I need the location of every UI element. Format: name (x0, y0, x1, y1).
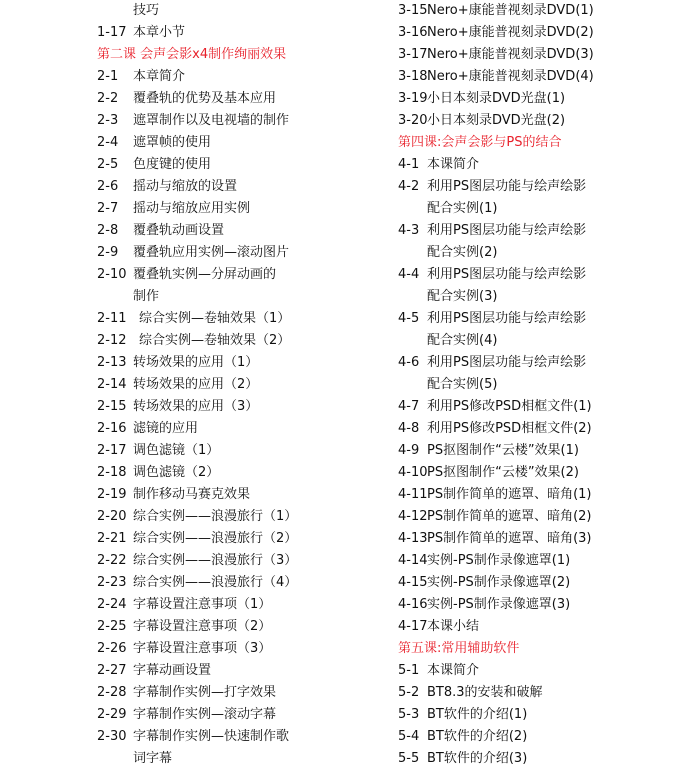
entry-title: BT软件的介绍(3) (427, 751, 528, 766)
entry-title: 本课简介 (427, 663, 480, 678)
entry-number: 2-8 (97, 223, 119, 238)
toc-entry (398, 352, 694, 374)
toc-entry (97, 616, 387, 638)
entry-title: Nero+康能普视刻录DVD(3) (427, 47, 594, 62)
entry-title: 制作移动马赛克效果 (133, 487, 251, 502)
entry-number: 2-5 (97, 157, 119, 172)
lesson-heading: 第五课:常用辅助软件 (398, 641, 520, 656)
entry-title: 利用PS图层功能与绘声绘影 (427, 223, 587, 238)
entry-title: 转场效果的应用（1） (133, 355, 259, 370)
entry-number: 5-4 (398, 729, 420, 744)
entry-title: 转场效果的应用（2） (133, 377, 259, 392)
toc-entry (97, 154, 387, 176)
entry-number: 4-6 (398, 355, 420, 370)
toc-entry (97, 550, 387, 572)
entry-title: 字幕制作实例—滚动字幕 (133, 707, 277, 722)
entry-number: 4-1 (398, 157, 420, 172)
entry-title: 实例-PS制作录像遮罩(1) (427, 553, 571, 568)
entry-title: 覆叠轨动画设置 (133, 223, 225, 238)
toc-entry (398, 550, 694, 572)
entry-number: 3-20 (398, 113, 428, 128)
entry-number: 2-27 (97, 663, 127, 678)
toc-entry-continuation (398, 374, 694, 396)
toc-entry (398, 396, 694, 418)
entry-title: 遮罩帧的使用 (133, 135, 212, 150)
toc-entry (398, 506, 694, 528)
entry-number: 2-12 (97, 333, 127, 348)
toc-entry (97, 704, 387, 726)
lesson-heading: 第四课:会声会影与PS的结合 (398, 135, 562, 150)
entry-title: 综合实例——浪漫旅行（3） (133, 553, 298, 568)
entry-title: Nero+康能普视刻录DVD(4) (427, 69, 594, 84)
entry-number: 2-19 (97, 487, 127, 502)
entry-number: 4-3 (398, 223, 420, 238)
entry-title: PS制作简单的遮罩、暗角(1) (427, 487, 592, 502)
toc-entry (398, 22, 694, 44)
lesson-heading: 第二课 会声会影x4制作绚丽效果 (97, 47, 287, 62)
toc-entry (97, 374, 387, 396)
entry-title: 实例-PS制作录像遮罩(3) (427, 597, 571, 612)
toc-entry (398, 110, 694, 132)
entry-number: 2-21 (97, 531, 127, 546)
entry-number: 2-25 (97, 619, 127, 634)
toc-entry (398, 440, 694, 462)
entry-title: 字幕动画设置 (133, 663, 212, 678)
entry-number: 2-15 (97, 399, 127, 414)
toc-entry (398, 528, 694, 550)
entry-title: 本课简介 (427, 157, 480, 172)
entry-number: 2-18 (97, 465, 127, 480)
entry-number: 2-24 (97, 597, 127, 612)
entry-number: 4-2 (398, 179, 420, 194)
toc-entry (97, 88, 387, 110)
entry-title: 转场效果的应用（3） (133, 399, 259, 414)
toc-entry (97, 572, 387, 594)
entry-number: 3-19 (398, 91, 428, 106)
entry-number: 2-2 (97, 91, 119, 106)
entry-number: 2-13 (97, 355, 127, 370)
entry-number: 4-7 (398, 399, 420, 414)
entry-title: 配合实例(2) (427, 245, 498, 260)
toc-entry (398, 0, 694, 22)
entry-number: 4-4 (398, 267, 420, 282)
entry-title: 配合实例(3) (427, 289, 498, 304)
entry-title: PS抠图制作“云楼”效果(1) (427, 443, 579, 458)
entry-title: Nero+康能普视刻录DVD(2) (427, 25, 594, 40)
toc-right-column (398, 0, 694, 770)
entry-title: 综合实例——浪漫旅行（1） (133, 509, 298, 524)
entry-number: 3-17 (398, 47, 428, 62)
entry-title: 综合实例—卷轴效果（2） (139, 333, 291, 348)
entry-title: 覆叠轨实例—分屏动画的 (133, 267, 277, 282)
entry-number: 2-20 (97, 509, 127, 524)
entry-title: 字幕设置注意事项（3） (133, 641, 272, 656)
toc-entry (97, 462, 387, 484)
toc-entry (398, 418, 694, 440)
entry-title: 配合实例(5) (427, 377, 498, 392)
toc-entry (97, 594, 387, 616)
entry-title: 摇动与缩放的设置 (133, 179, 238, 194)
entry-title: BT软件的介绍(2) (427, 729, 528, 744)
entry-title: 综合实例——浪漫旅行（4） (133, 575, 298, 590)
entry-title: 配合实例(4) (427, 333, 498, 348)
entry-number: 2-30 (97, 729, 127, 744)
toc-entry (398, 220, 694, 242)
entry-title: 利用PS图层功能与绘声绘影 (427, 267, 587, 282)
toc-entry (398, 484, 694, 506)
entry-title: 利用PS修改PSD相框文件(1) (427, 399, 592, 414)
entry-title: 覆叠轨的优势及基本应用 (133, 91, 277, 106)
toc-entry (97, 638, 387, 660)
entry-title: 综合实例—卷轴效果（1） (139, 311, 291, 326)
toc-left-column (97, 0, 387, 770)
toc-entry (398, 88, 694, 110)
entry-number: 4-17 (398, 619, 428, 634)
entry-title: 字幕制作实例—快速制作歌 (133, 729, 290, 744)
toc-entry (97, 682, 387, 704)
toc-entry (398, 726, 694, 748)
entry-number: 4-13 (398, 531, 428, 546)
entry-title: 实例-PS制作录像遮罩(2) (427, 575, 571, 590)
toc-entry (97, 308, 387, 330)
entry-title: 字幕制作实例—打字效果 (133, 685, 277, 700)
entry-title: PS制作简单的遮罩、暗角(2) (427, 509, 592, 524)
toc-entry (97, 396, 387, 418)
toc-entry (398, 682, 694, 704)
entry-number: 5-2 (398, 685, 420, 700)
entry-title: 利用PS图层功能与绘声绘影 (427, 311, 587, 326)
entry-number: 3-18 (398, 69, 428, 84)
entry-number: 4-16 (398, 597, 428, 612)
entry-number: 2-26 (97, 641, 127, 656)
entry-number: 4-8 (398, 421, 420, 436)
entry-title: 技巧 (133, 3, 160, 18)
entry-number: 2-10 (97, 267, 127, 282)
entry-number: 2-1 (97, 69, 119, 84)
toc-entry (97, 440, 387, 462)
entry-title: 利用PS修改PSD相框文件(2) (427, 421, 592, 436)
entry-title: 遮罩制作以及电视墙的制作 (133, 113, 290, 128)
entry-title: 滤镜的应用 (133, 421, 199, 436)
toc-entry (97, 264, 387, 286)
entry-number: 5-5 (398, 751, 420, 766)
entry-title: 小日本刻录DVD光盘(1) (427, 91, 566, 106)
toc-entry (97, 198, 387, 220)
toc-entry (398, 594, 694, 616)
entry-title: 本课小结 (427, 619, 480, 634)
toc-entry (398, 660, 694, 682)
entry-number: 4-5 (398, 311, 420, 326)
toc-entry (97, 418, 387, 440)
entry-number: 2-23 (97, 575, 127, 590)
entry-number: 3-15 (398, 3, 428, 18)
toc-entry (97, 220, 387, 242)
toc-entry (97, 242, 387, 264)
entry-number: 2-29 (97, 707, 127, 722)
entry-title: 利用PS图层功能与绘声绘影 (427, 179, 587, 194)
toc-entry (97, 506, 387, 528)
toc-entry (398, 154, 694, 176)
entry-number: 2-3 (97, 113, 119, 128)
entry-number: 4-14 (398, 553, 428, 568)
toc-entry (398, 66, 694, 88)
entry-title: 词字幕 (133, 751, 173, 766)
toc-entry-continuation (398, 330, 694, 352)
toc-entry (97, 484, 387, 506)
entry-number: 2-6 (97, 179, 119, 194)
entry-number: 2-9 (97, 245, 119, 260)
entry-number: 4-12 (398, 509, 428, 524)
entry-number: 4-9 (398, 443, 420, 458)
entry-number: 2-17 (97, 443, 127, 458)
entry-title: BT软件的介绍(1) (427, 707, 528, 722)
entry-number: 4-11 (398, 487, 428, 502)
toc-entry (398, 176, 694, 198)
entry-title: 色度键的使用 (133, 157, 212, 172)
toc-entry-continuation (97, 286, 387, 308)
entry-number: 5-3 (398, 707, 420, 722)
entry-number: 2-22 (97, 553, 127, 568)
entry-title: 摇动与缩放应用实例 (133, 201, 251, 216)
entry-title: 制作 (133, 289, 160, 304)
entry-number: 2-14 (97, 377, 127, 392)
entry-title: 本章小节 (133, 25, 186, 40)
toc-entry (97, 110, 387, 132)
entry-number: 2-11 (97, 311, 127, 326)
toc-entry (398, 264, 694, 286)
toc-entry-continuation (97, 748, 387, 770)
toc-entry-continuation (398, 286, 694, 308)
entry-number: 5-1 (398, 663, 420, 678)
toc-entry (97, 132, 387, 154)
entry-title: 调色滤镜（1） (133, 443, 220, 458)
entry-number: 4-10 (398, 465, 428, 480)
entry-number: 2-7 (97, 201, 119, 216)
toc-entry (97, 528, 387, 550)
entry-number: 1-17 (97, 25, 127, 40)
toc-entry (398, 572, 694, 594)
toc-entry (97, 330, 387, 352)
entry-number: 2-16 (97, 421, 127, 436)
entry-title: 综合实例——浪漫旅行（2） (133, 531, 298, 546)
entry-title: 小日本刻录DVD光盘(2) (427, 113, 566, 128)
entry-title: 利用PS图层功能与绘声绘影 (427, 355, 587, 370)
entry-title: 字幕设置注意事项（2） (133, 619, 272, 634)
toc-entry (398, 462, 694, 484)
entry-number: 2-4 (97, 135, 119, 150)
entry-title: 字幕设置注意事项（1） (133, 597, 272, 612)
toc-entry-continuation (398, 242, 694, 264)
entry-title: PS制作简单的遮罩、暗角(3) (427, 531, 592, 546)
toc-entry-continuation (398, 198, 694, 220)
entry-number: 3-16 (398, 25, 428, 40)
toc-entry (97, 22, 387, 44)
entry-title: Nero+康能普视刻录DVD(1) (427, 3, 594, 18)
toc-entry (398, 44, 694, 66)
entry-title: 本章简介 (133, 69, 186, 84)
toc-entry (97, 726, 387, 748)
toc-entry (398, 308, 694, 330)
entry-title: 覆叠轨应用实例—滚动图片 (133, 245, 290, 260)
entry-title: PS抠图制作“云楼”效果(2) (427, 465, 579, 480)
entry-title: BT8.3的安装和破解 (427, 685, 543, 700)
entry-number: 2-28 (97, 685, 127, 700)
toc-entry (398, 616, 694, 638)
toc-entry (398, 704, 694, 726)
entry-title: 调色滤镜（2） (133, 465, 220, 480)
toc-entry (97, 66, 387, 88)
toc-entry (97, 352, 387, 374)
entry-number: 4-15 (398, 575, 428, 590)
toc-entry-continuation (97, 0, 387, 22)
toc-entry (97, 176, 387, 198)
toc-entry (97, 660, 387, 682)
toc-entry (398, 748, 694, 770)
entry-title: 配合实例(1) (427, 201, 498, 216)
